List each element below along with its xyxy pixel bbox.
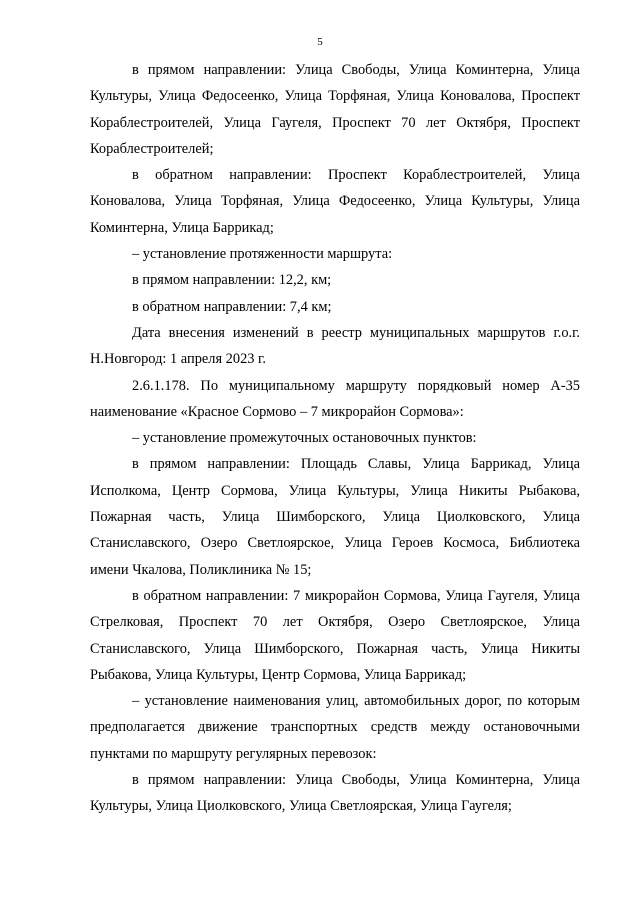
page-number: 5 [317, 36, 323, 48]
paragraph-change-date: Дата внесения изменений в реестр муниципальных маршрутов г.о.г. Н.Новгород: 1 апреля 2023 г. [90, 324, 580, 368]
paragraph-route-length-heading: – установление протяженности маршрута: [132, 246, 393, 263]
paragraph-reverse-length: в обратном направлении: 7,4 км; [132, 298, 332, 315]
paragraph-forward-streets: в прямом направлении: Улица Свободы, Улица Коминтерна, Улица Культуры, Улица Федосеенко, Улица Торфяная, Улица Коновалова, Проспект Кораблестроителей, Улица Гаугеля, Проспект 70 лет Октября, Проспект Кораблестроителей; [90, 62, 580, 157]
paragraph-streets-heading: – установление наименования улиц, автомобильных дорог, по которым предполагается движение транспортных средств между остановочными пунктами по маршруту регулярных перевозок: [90, 693, 580, 762]
document-body [90, 57, 580, 820]
paragraph-route-section-heading: 2.6.1.178. По муниципальному маршруту порядковый номер А-35 наименование «Красное Сормово – 7 микрорайон Сормова»: [90, 377, 580, 420]
paragraph-stops-heading: – установление промежуточных остановочных пунктов: [132, 430, 477, 447]
paragraph-forward-length: в прямом направлении: 12,2, км; [132, 272, 332, 289]
paragraph-forward-stops: в прямом направлении: Площадь Славы, Улица Баррикад, Улица Исполкома, Центр Сормова, Улица Культуры, Улица Никиты Рыбакова, Пожарная часть, Улица Шимборского, Улица Циолковского, Улица Станиславского, Озеро Светлоярское, Улица Героев Космоса, Библиотека имени Чкалова, Поликлиника № 15; [90, 456, 580, 578]
paragraph-reverse-stops: в обратном направлении: 7 микрорайон Сормова, Улица Гаугеля, Улица Стрелковая, Проспект 70 лет Октября, Озеро Светлоярское, Улица Станиславского, Улица Шимборского, Пожарная часть, Улица Никиты Рыбакова, Улица Культуры, Центр Сормова, Улица Баррикад; [90, 587, 580, 683]
paragraph-reverse-streets: в обратном направлении: Проспект Кораблестроителей, Улица Коновалова, Улица Торфяная, Улица Федосеенко, Улица Культуры, Улица Коминтерна, Улица Баррикад; [90, 167, 580, 236]
paragraph-forward-streets-2: в прямом направлении: Улица Свободы, Улица Коминтерна, Улица Культуры, Улица Циолковского, Улица Светлоярская, Улица Гаугеля; [90, 772, 580, 815]
